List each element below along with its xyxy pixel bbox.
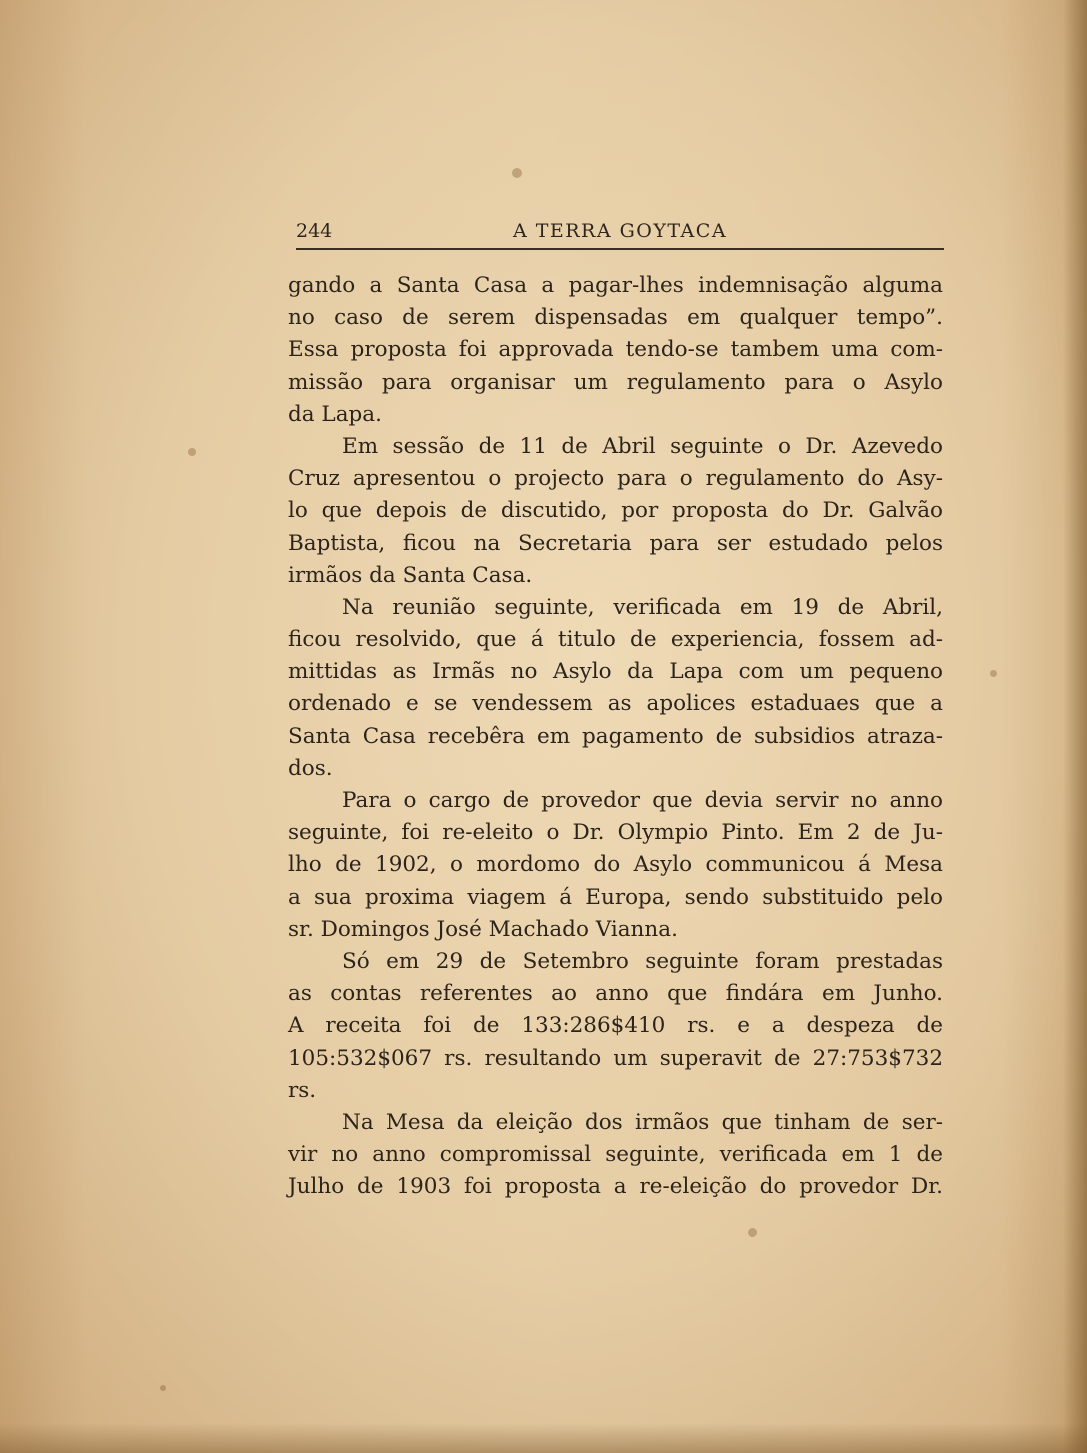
text-line: dos. [288, 755, 333, 781]
text-line: Na reunião seguinte, verificada em 19 de Abril, [342, 594, 943, 620]
text-line: Só em 29 de Setembro seguinte foram prestadas [342, 948, 943, 974]
text-line: no caso de serem dispensadas em qualquer tempo”. [288, 305, 943, 331]
page-edge-shadow [1063, 0, 1087, 1453]
text-line: da Lapa. [288, 401, 382, 427]
text-line: lo que depois de discutido, por proposta do Dr. Galvão [288, 498, 943, 524]
text-line: Julho de 1903 foi proposta a re-eleição do provedor Dr. [288, 1174, 943, 1200]
text-line: rs. [288, 1077, 317, 1103]
text-line: mittidas as Irmãs no Asylo da Lapa com um pequeno [288, 659, 943, 685]
text-line: ordenado e se vendessem as apolices estaduaes que a [288, 691, 943, 717]
page-edge-shadow [0, 1423, 1087, 1453]
text-line: Santa Casa recebêra em pagamento de subsidios atraza- [288, 723, 943, 749]
text-line: Baptista, ficou na Secretaria para ser estudado pelos [288, 530, 943, 556]
text-line: Na Mesa da eleição dos irmãos que tinham de ser- [342, 1109, 943, 1135]
text-line: Em sessão de 11 de Abril seguinte o Dr. Azevedo [342, 433, 943, 459]
text-line: vir no anno compromissal seguinte, verificada em 1 de [288, 1142, 943, 1168]
foxing-spot [160, 1385, 166, 1391]
text-line: sr. Domingos José Machado Vianna. [288, 916, 678, 942]
text-line: irmãos da Santa Casa. [288, 562, 533, 588]
text-line: seguinte, foi re-eleito o Dr. Olympio Pinto. Em 2 de Ju- [288, 820, 943, 846]
body-text [288, 270, 943, 1203]
foxing-spot [512, 168, 522, 178]
text-line: gando a Santa Casa a pagar-lhes indemnisação alguma [288, 273, 943, 298]
text-line: 105:532$067 rs. resultando um superavit de 27:753$732 [288, 1045, 943, 1071]
text-line: missão para organisar um regulamento para o Asylo [288, 369, 943, 395]
text-line: A receita foi de 133:286$410 rs. e a despeza de [288, 1013, 943, 1039]
foxing-spot [748, 1228, 757, 1237]
text-line: a sua proxima viagem á Europa, sendo substituido pelo [288, 884, 943, 910]
text-line: lho de 1902, o mordomo do Asylo communicou á Mesa [288, 852, 943, 878]
text-line: Cruz apresentou o projecto para o regulamento do Asy- [288, 466, 943, 492]
text-line: as contas referentes ao anno que findára em Junho. [288, 981, 943, 1007]
text-line: Para o cargo de provedor que devia servir no anno [342, 788, 943, 813]
running-title: A TERRA GOYTACA [512, 220, 728, 242]
page-number: 244 [296, 220, 333, 242]
foxing-spot [990, 670, 997, 677]
page-header [296, 220, 944, 250]
text-line: Essa proposta foi approvada tendo-se tambem uma com- [288, 337, 943, 363]
foxing-spot [188, 448, 196, 456]
text-line: ficou resolvido, que á titulo de experiencia, fossem ad- [288, 627, 943, 653]
